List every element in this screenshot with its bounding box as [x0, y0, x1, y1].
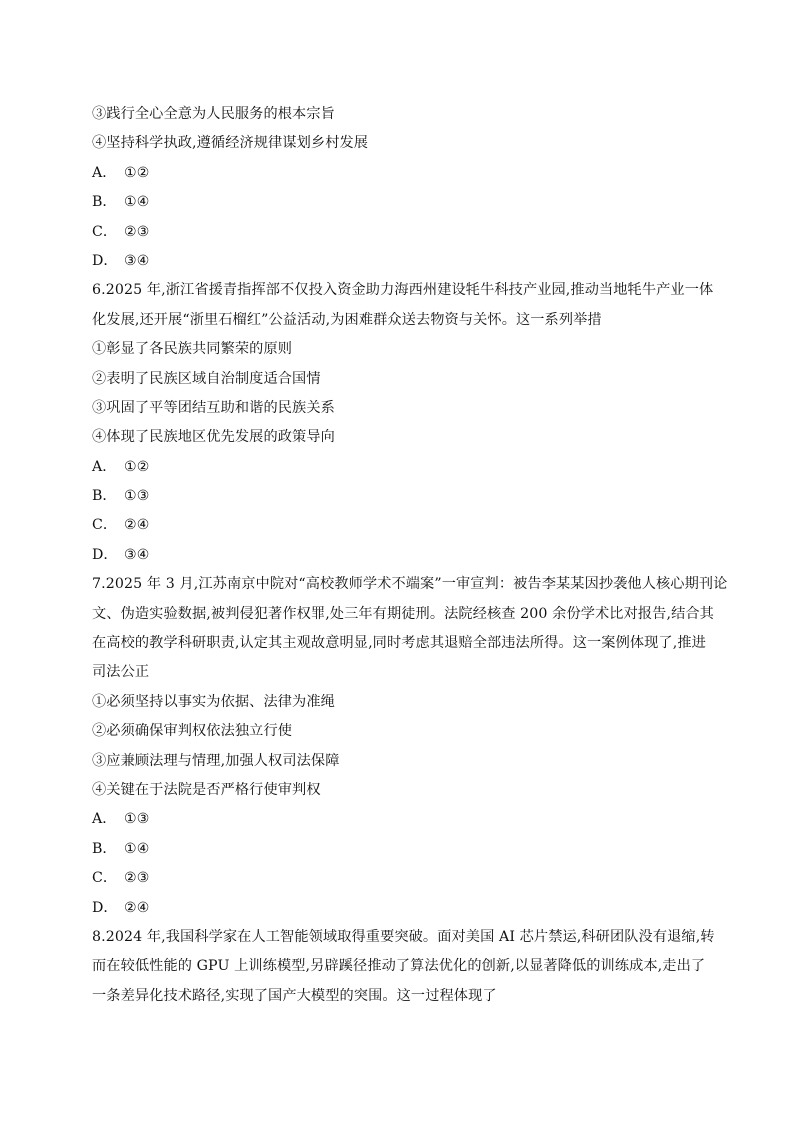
- option-letter: D．: [92, 252, 118, 269]
- question-stem-line: 6.2025 年,浙江省援青指挥部不仅投入资金助力海西州建设牦牛科技产业园,推动当地牦牛产业一体: [92, 282, 714, 299]
- question-stem-line: 司法公正: [92, 664, 150, 681]
- option-letter: B．: [92, 840, 117, 857]
- option-letter: A．: [92, 458, 117, 475]
- option-a[interactable]: [92, 805, 704, 834]
- option-b[interactable]: [92, 482, 704, 511]
- statement-item: ③巩固了平等团结互助和谐的民族关系: [92, 399, 335, 416]
- question-stem-line: 一条差异化技术路径,实现了国产大模型的突围。这一过程体现了: [92, 987, 497, 1004]
- option-c[interactable]: [92, 218, 704, 247]
- statement-item: ②表明了民族区域自治制度适合国情: [92, 370, 321, 387]
- question-stem-line: 文、伪造实验数据,被判侵犯著作权罪,处三年有期徒刑。法院经核查 200 余份学术比对报告,结合其: [92, 605, 714, 622]
- question-stem-line: 7.2025 年 3 月,江苏南京中院对“高校教师学术不端案”一审宣判：被告李某某因抄袭他人核心期刊论: [92, 576, 728, 593]
- statement-item: ③应兼顾法理与情理,加强人权司法保障: [92, 752, 340, 769]
- option-letter: C．: [92, 223, 118, 240]
- option-value: ③④: [124, 252, 150, 269]
- option-letter: C．: [92, 870, 118, 887]
- option-d[interactable]: [92, 247, 704, 276]
- statement-item: ①必须坚持以事实为依据、法律为准绳: [92, 693, 335, 710]
- statement-item: ④坚持科学执政,遵循经济规律谋划乡村发展: [92, 135, 369, 152]
- option-a[interactable]: [92, 453, 704, 482]
- option-d[interactable]: [92, 541, 704, 570]
- option-a[interactable]: [92, 159, 704, 188]
- option-value: ①②: [124, 458, 150, 475]
- option-value: ②④: [124, 899, 150, 916]
- question-6: [92, 276, 714, 570]
- question-8: [92, 923, 715, 1011]
- option-value: ①③: [124, 488, 150, 505]
- statement-item: ②必须确保审判权依法独立行使: [92, 723, 293, 740]
- option-value: ①③: [124, 811, 150, 828]
- option-letter: B．: [92, 488, 117, 505]
- statement-item: ④体现了民族地区优先发展的政策导向: [92, 429, 335, 446]
- option-value: ①④: [124, 194, 150, 211]
- option-d[interactable]: [92, 894, 704, 923]
- option-letter: B．: [92, 194, 117, 211]
- option-letter: C．: [92, 517, 118, 534]
- option-c[interactable]: [92, 864, 704, 893]
- option-value: ②③: [124, 223, 150, 240]
- option-value: ③④: [124, 546, 150, 563]
- statement-item: ①彰显了各民族共同繁荣的原则: [92, 341, 293, 358]
- page-content: [92, 100, 728, 1011]
- question-stem-line: 在高校的教学科研职责,认定其主观故意明显,同时考虑其退赔全部违法所得。这一案例体现了,推进: [92, 635, 706, 652]
- option-c[interactable]: [92, 511, 704, 540]
- option-letter: D．: [92, 546, 118, 563]
- statement-item: ④关键在于法院是否严格行使审判权: [92, 781, 321, 798]
- question-7: [92, 570, 728, 923]
- option-value: ②③: [124, 870, 150, 887]
- option-letter: D．: [92, 899, 118, 916]
- question-5-continued: [92, 100, 704, 276]
- option-letter: A．: [92, 811, 117, 828]
- option-letter: A．: [92, 164, 117, 181]
- question-stem-line: 化发展,还开展“浙里石榴红”公益活动,为困难群众送去物资与关怀。这一系列举措: [92, 311, 602, 328]
- option-value: ①④: [124, 840, 150, 857]
- statement-item: ③践行全心全意为人民服务的根本宗旨: [92, 106, 335, 122]
- question-stem-line: 8.2024 年,我国科学家在人工智能领域取得重要突破。面对美国 AI 芯片禁运,科研团队没有退缩,转: [92, 928, 715, 945]
- option-b[interactable]: [92, 188, 704, 217]
- question-stem-line: 而在较低性能的 GPU 上训练模型,另辟蹊径推动了算法优化的创新,以显著降低的训练成本,走出了: [92, 958, 706, 975]
- option-value: ①②: [124, 164, 150, 181]
- option-b[interactable]: [92, 835, 704, 864]
- option-value: ②④: [124, 517, 150, 534]
